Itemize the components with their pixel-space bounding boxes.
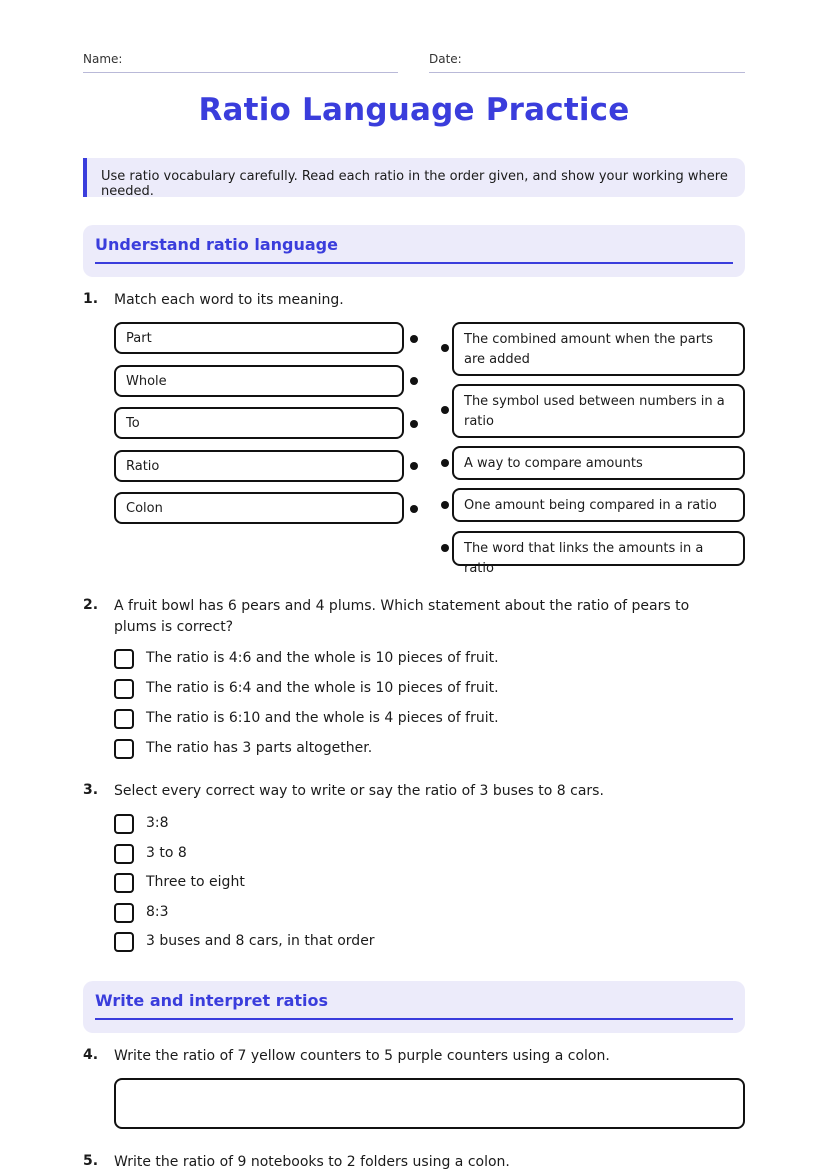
checkbox[interactable] [114,679,134,699]
match-meaning[interactable]: The symbol used between numbers in a ratio [452,384,745,438]
checkbox[interactable] [114,739,134,759]
checkbox[interactable] [114,649,134,669]
checkbox[interactable] [114,814,134,834]
question-number: 5. [83,1153,99,1169]
checkbox[interactable] [114,709,134,729]
option-label: 3:8 [146,815,169,831]
date-label: Date: [429,52,462,66]
checkbox[interactable] [114,932,134,952]
section-header-write [83,981,745,1033]
name-label: Name: [83,52,123,66]
match-dot-left[interactable] [410,505,418,513]
match-dot-left[interactable] [410,377,418,385]
option-label: The ratio has 3 parts altogether. [146,740,373,756]
question-number: 3. [83,782,99,798]
section-title: Write and interpret ratios [95,991,329,1010]
match-dot-right[interactable] [441,544,449,552]
instructions-text: Use ratio vocabulary carefully. Read each ratio in the order given, and show your working where needed. [101,169,728,199]
question-number: 1. [83,291,99,307]
match-meaning[interactable]: One amount being compared in a ratio [452,488,745,522]
question-text: A fruit bowl has 6 pears and 4 plums. Which statement about the ratio of pears to plums is correct? [114,598,690,635]
option-label: 3 buses and 8 cars, in that order [146,933,375,949]
name-field[interactable] [83,52,398,73]
match-meaning[interactable]: The word that links the amounts in a ratio [452,531,745,566]
question-number: 4. [83,1047,99,1063]
question-text: Select every correct way to write or say the ratio of 3 buses to 8 cars. [114,783,604,799]
match-dot-right[interactable] [441,406,449,414]
match-dot-left[interactable] [410,462,418,470]
match-meaning[interactable]: A way to compare amounts [452,446,745,480]
checkbox[interactable] [114,844,134,864]
checkbox[interactable] [114,873,134,893]
question-text: Match each word to its meaning. [114,292,344,308]
option-label: 3 to 8 [146,845,187,861]
question-text: Write the ratio of 9 notebooks to 2 folders using a colon. [114,1154,510,1170]
match-meaning[interactable]: The combined amount when the parts are added [452,322,745,376]
match-word-to[interactable]: To [114,407,404,439]
match-word-colon[interactable]: Colon [114,492,404,524]
match-word-whole[interactable]: Whole [114,365,404,397]
question-number: 2. [83,597,99,613]
date-field[interactable] [429,52,745,73]
option-label: The ratio is 6:4 and the whole is 10 pieces of fruit. [146,680,499,696]
page-title: Ratio Language Practice [198,92,630,128]
option-label: The ratio is 6:10 and the whole is 4 pieces of fruit. [146,710,499,726]
header-fields [83,52,745,74]
match-dot-right[interactable] [441,501,449,509]
option-label: The ratio is 4:6 and the whole is 10 pieces of fruit. [146,650,499,666]
match-word-ratio[interactable]: Ratio [114,450,404,482]
option-label: Three to eight [146,874,245,890]
instructions-box [83,158,745,197]
match-dot-right[interactable] [441,459,449,467]
section-header-understand [83,225,745,277]
section-title: Understand ratio language [95,235,338,254]
match-word-part[interactable]: Part [114,322,404,354]
match-dot-right[interactable] [441,344,449,352]
checkbox[interactable] [114,903,134,923]
match-dot-left[interactable] [410,420,418,428]
question-text: Write the ratio of 7 yellow counters to 5 purple counters using a colon. [114,1048,610,1064]
option-label: 8:3 [146,904,169,920]
match-dot-left[interactable] [410,335,418,343]
answer-box[interactable] [114,1078,745,1129]
section-rule [95,262,733,264]
section-rule [95,1018,733,1020]
